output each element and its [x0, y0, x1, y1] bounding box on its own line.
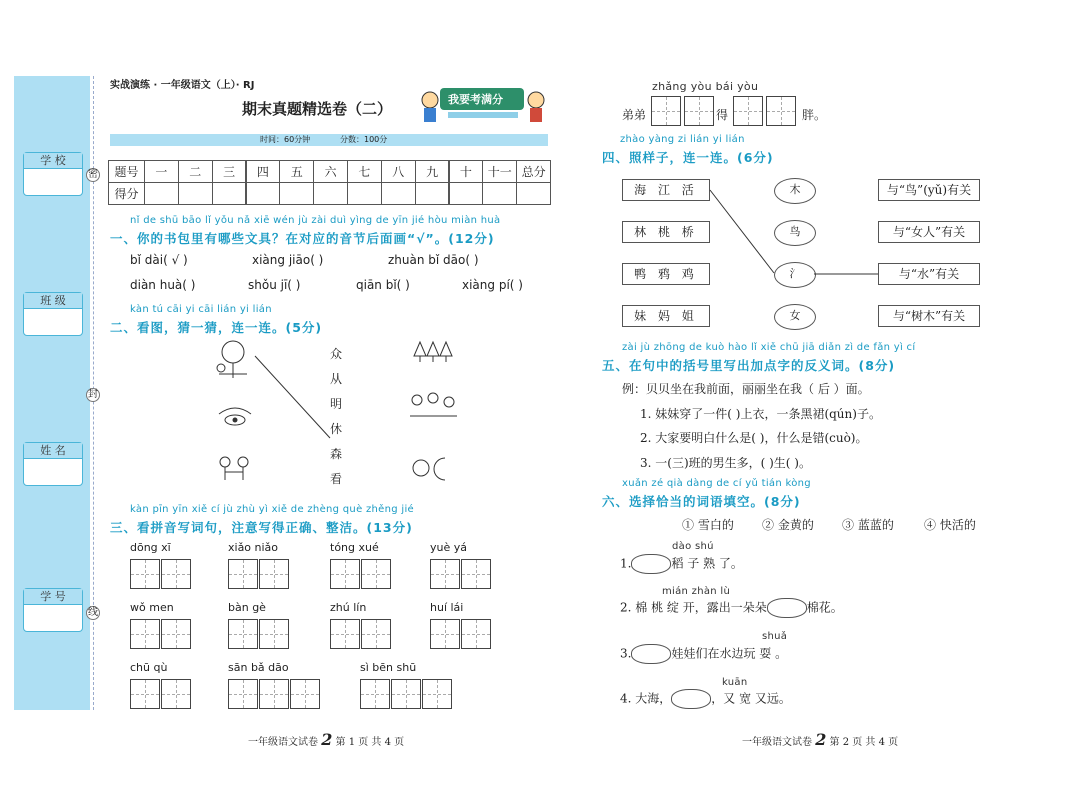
score-table-column: 二 [178, 160, 213, 183]
writing-box[interactable] [361, 559, 391, 589]
q3-pinyin-word: wǒ men [130, 601, 174, 614]
score-table-column: 十一 [482, 160, 517, 183]
badge-illustration [418, 82, 548, 126]
q3-pinyin-word: tóng xué [330, 541, 379, 554]
score-table-column: 十 [449, 160, 484, 183]
q4-title: 四、照样子，连一连。(6分) [602, 150, 774, 165]
q5-item[interactable]: 2. 大家要明白什么是( )，什么是错(cuò)。 [640, 431, 868, 445]
sun-moon-picture [413, 458, 445, 480]
q3b-prefix: 弟弟 [622, 108, 647, 122]
writing-box[interactable] [259, 679, 289, 709]
q1-item[interactable]: shǒu jī( ) [248, 278, 301, 292]
q2-char-column [330, 342, 344, 492]
writing-box[interactable] [330, 619, 360, 649]
writing-box[interactable] [430, 559, 460, 589]
writing-box[interactable] [161, 679, 191, 709]
writing-box[interactable] [360, 679, 390, 709]
binding-sidebar [14, 76, 90, 710]
score-table-column: 九 [415, 160, 450, 183]
q3b-suffix: 胖。 [802, 108, 827, 122]
q6-sentence-1: 1. 稻 子 熟 了。 [620, 554, 743, 574]
q4-radical[interactable]: 木 [774, 178, 816, 204]
score-cell[interactable] [279, 182, 314, 205]
class-field[interactable]: 班 级 [23, 292, 83, 336]
walking-kids-picture [220, 457, 248, 480]
trees-picture [414, 342, 452, 362]
score-table-column: 八 [381, 160, 416, 183]
q2-char[interactable]: 明 [330, 397, 343, 411]
binding-char-close: 封 [88, 389, 98, 400]
score-table-column: 七 [347, 160, 382, 183]
q4-right-item[interactable]: 与“鸟”(yǔ)有关 [878, 179, 980, 201]
q4-radical[interactable]: 鸟 [774, 220, 816, 246]
q2-char[interactable]: 从 [330, 372, 343, 386]
binding-char-seal: 密 [88, 169, 98, 180]
q6-s1-pinyin: dào shú [672, 541, 714, 552]
score-label: 分数：100分 [340, 135, 388, 144]
q4-example-lines [700, 180, 890, 290]
q6-sentence-4: 4. 大海， ，又 宽 又远。 [620, 689, 791, 709]
q4-radical[interactable]: 女 [774, 304, 816, 330]
writing-box[interactable] [766, 96, 796, 126]
q4-pinyin: zhào yàng zi lián yi lián [620, 134, 745, 145]
q3-pinyin-word: sān bǎ dāo [228, 661, 289, 674]
q6-sentence-2: 2. 棉 桃 绽 开，露出一朵朵 棉花。 [620, 598, 843, 618]
score-table-score-label: 得分 [108, 182, 145, 205]
writing-box[interactable] [130, 679, 160, 709]
q5-item[interactable]: 3. 一(三)班的男生多，( )生( )。 [640, 456, 811, 470]
q4-radical[interactable]: 氵 [774, 262, 816, 288]
crowd-picture [410, 393, 457, 416]
q5-example: 例：贝贝坐在我前面，丽丽坐在我（ 后 ）面。 [622, 382, 870, 396]
writing-box[interactable] [228, 619, 258, 649]
writing-box[interactable] [330, 559, 360, 589]
info-bar [110, 134, 548, 146]
q5-title: 五、在句中的括号里写出加点字的反义词。(8分) [602, 358, 896, 373]
badge-text: 我要考满分 [448, 93, 503, 106]
resting-person-picture [217, 341, 247, 378]
footer-left: 一年级语文试卷 2 第 1 页 共 4 页 [248, 730, 405, 749]
q4-left-item[interactable]: 妹 妈 姐 [622, 305, 710, 327]
q5-pinyin: zài jù zhōng de kuò hào lǐ xiě chū jiā diǎn zì de fǎn yì cí [622, 342, 916, 353]
q6-blank[interactable] [631, 644, 671, 664]
score-cell[interactable] [482, 182, 517, 205]
score-cell[interactable] [347, 182, 382, 205]
writing-box[interactable] [130, 559, 160, 589]
q3-pinyin-word: huí lái [430, 601, 464, 614]
score-table-column: 三 [212, 160, 247, 183]
writing-box[interactable] [259, 619, 289, 649]
time-label: 时间：60分钟 [260, 135, 311, 144]
score-cell[interactable] [178, 182, 213, 205]
q3-pinyin-word: yuè yá [430, 541, 467, 554]
q6-option: ② 金黄的 [762, 518, 814, 532]
q6-s3-pinyin: shuǎ [762, 631, 788, 642]
q1-pinyin: nǐ de shū bāo lǐ yǒu nǎ xiē wén jù zài duì yìng de yīn jié hòu miàn huà [130, 215, 501, 226]
q3-pinyin-word: chū qù [130, 661, 168, 674]
writing-box[interactable] [422, 679, 452, 709]
q6-blank[interactable] [671, 689, 711, 709]
writing-box[interactable] [228, 679, 258, 709]
writing-box[interactable] [259, 559, 289, 589]
writing-box[interactable] [461, 559, 491, 589]
q6-option: ③ 蓝蓝的 [842, 518, 894, 532]
q1-item[interactable]: diàn huà( ) [130, 278, 196, 292]
q3b-pinyin: zhǎng yòu bái yòu [652, 80, 759, 93]
q6-option: ① 雪白的 [682, 518, 734, 532]
writing-box[interactable] [733, 96, 763, 126]
binding-char-line: 线 [88, 607, 98, 618]
q1-title: 一、你的书包里有哪些文具？在对应的音节后面画“√”。(12分) [110, 231, 495, 246]
q2-pinyin: kàn tú cāi yi cāi lián yi lián [130, 304, 272, 315]
q2-title: 二、看图，猜一猜，连一连。(5分) [110, 320, 323, 335]
writing-box[interactable] [430, 619, 460, 649]
q1-item[interactable]: bǐ dài( √ ) [130, 253, 188, 267]
writing-box[interactable] [684, 96, 714, 126]
q6-s4-pinyin: kuān [722, 677, 748, 688]
score-cell[interactable] [381, 182, 416, 205]
q3-pinyin-word: sì bēn shū [360, 661, 417, 674]
q6-s2-pinyin: mián zhàn lù [662, 586, 731, 597]
q4-left-item[interactable]: 海 江 活 [622, 179, 710, 201]
score-cell[interactable] [246, 182, 281, 205]
q1-item[interactable]: xiàng pí( ) [462, 278, 523, 292]
q4-left-item[interactable]: 林 桃 桥 [622, 221, 710, 243]
writing-box[interactable] [361, 619, 391, 649]
series-label: 实战演练 · 一年级语文（上）· RJ [110, 80, 255, 91]
writing-box[interactable] [161, 619, 191, 649]
writing-box[interactable] [461, 619, 491, 649]
q3-pinyin: kàn pīn yīn xiě cí jù zhù yì xiě de zhèng què zhěng jié [130, 504, 415, 515]
writing-box[interactable] [161, 559, 191, 589]
writing-box[interactable] [391, 679, 421, 709]
writing-box[interactable] [651, 96, 681, 126]
student-number-field[interactable]: 学 号 [23, 588, 83, 632]
school-field[interactable]: 学 校 [23, 152, 83, 196]
q3-title: 三、看拼音写词句，注意写得正确、整洁。(13分) [110, 520, 413, 535]
q1-item[interactable]: qiān bǐ( ) [356, 278, 410, 292]
q3-pinyin-word: dōng xī [130, 541, 171, 554]
score-cell[interactable] [212, 182, 247, 205]
writing-box[interactable] [130, 619, 160, 649]
q6-sentence-3: 3. 娃娃们在水边玩 耍 。 [620, 644, 787, 664]
q4-right-item[interactable]: 与“树木”有关 [878, 305, 980, 327]
writing-box[interactable] [290, 679, 320, 709]
score-table [108, 160, 550, 204]
q2-char[interactable]: 休 [330, 422, 343, 436]
q3b-mid-text: 得 [716, 108, 729, 122]
score-cell[interactable] [313, 182, 348, 205]
footer-right: 一年级语文试卷 2 第 2 页 共 4 页 [742, 730, 899, 749]
eye-hand-picture [219, 408, 251, 425]
score-table-column: 四 [246, 160, 281, 183]
q4-right-item[interactable]: 与“女人”有关 [878, 221, 980, 243]
q3-pinyin-word: zhú lín [330, 601, 367, 614]
score-cell[interactable] [144, 182, 179, 205]
writing-box[interactable] [228, 559, 258, 589]
name-field[interactable]: 姓 名 [23, 442, 83, 486]
q2-char[interactable]: 看 [330, 472, 343, 486]
q2-example-line [255, 356, 330, 438]
q6-title: 六、选择恰当的词语填空。(8分) [602, 494, 801, 509]
score-table-column: 总分 [516, 160, 551, 183]
q1-item[interactable]: zhuàn bǐ dāo( ) [388, 253, 479, 267]
q4-right-item[interactable]: 与“水”有关 [878, 263, 980, 285]
page-title: 期末真题精选卷（二） [242, 100, 393, 118]
q3-pinyin-word: bàn gè [228, 601, 266, 614]
q1-item[interactable]: xiàng jiāo( ) [252, 253, 324, 267]
score-table-column: 五 [279, 160, 314, 183]
q5-item[interactable]: 1. 妹妹穿了一件( )上衣，一条黑裙(qún)子。 [640, 407, 881, 421]
q2-char[interactable]: 众 [330, 347, 343, 361]
q4-left-item[interactable]: 鸭 鸦 鸡 [622, 263, 710, 285]
q2-char[interactable]: 森 [330, 447, 343, 461]
score-table-column: 六 [313, 160, 348, 183]
score-table-header-label: 题号 [108, 160, 145, 183]
q6-pinyin: xuǎn zé qià dàng de cí yǔ tián kòng [622, 478, 811, 489]
score-cell[interactable] [449, 182, 484, 205]
score-cell[interactable] [516, 182, 551, 205]
q3-pinyin-word: xiǎo niǎo [228, 541, 279, 554]
score-table-column: 一 [144, 160, 179, 183]
q6-blank[interactable] [631, 554, 671, 574]
q6-blank[interactable] [767, 598, 807, 618]
score-cell[interactable] [415, 182, 450, 205]
q6-option: ④ 快活的 [924, 518, 976, 532]
